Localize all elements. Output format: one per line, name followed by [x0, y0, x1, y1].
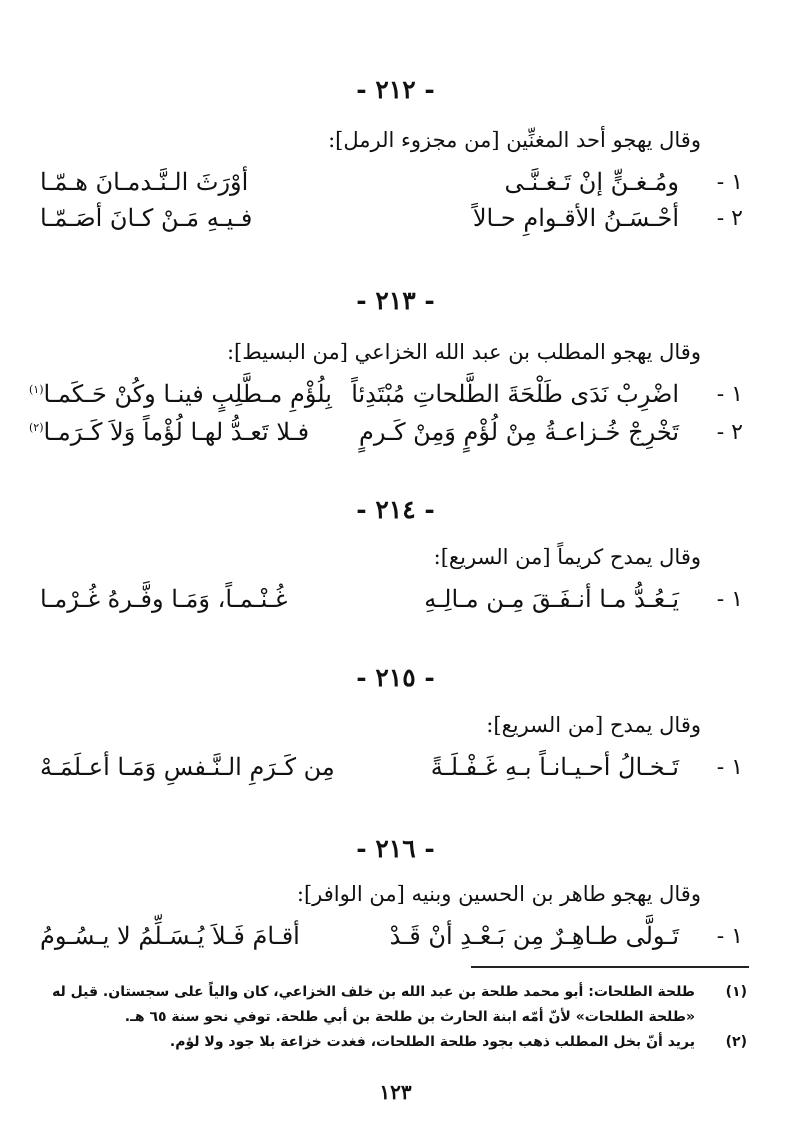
- footnote-text: طلحة الطلحات: أبو محمد طلحة بن عبد الله بن خلف الخزاعي، كان والياً على سجستان. قيل له «طلحة الطلحات» لأنّ أمّه ابنة الحارث بن طلحة بن أبي طلحة. توفي نحو سنة ٦٥ هـ.: [52, 984, 695, 1025]
- first-hemistich: اضْرِبْ نَدَى طَلْحَةَ الطَّلحاتِ مُبْتَدِئاً: [351, 380, 679, 408]
- verse-line: [0, 922, 791, 962]
- verse-line: [0, 380, 791, 420]
- first-hemistich: تَخْرِجْ خُـزاعـةُ مِنْ لُؤْمٍ وَمِنْ كَـرمٍ: [358, 418, 679, 446]
- verse-number: ١ -: [716, 170, 743, 195]
- poem-number: - ٢١٢ -: [356, 75, 435, 104]
- verse-line: [0, 753, 791, 793]
- poem-intro: وقال يهجو المطلب بن عبد الله الخزاعي [من البسيط]:: [226, 340, 701, 364]
- footnote-reference: (١): [29, 383, 44, 396]
- verse-number: ٢ -: [716, 420, 743, 445]
- second-hemistich: [28, 418, 309, 446]
- verse-number: ١ -: [716, 924, 743, 949]
- second-hemistich: أوْرَثَ الـنَّـدمـانَ هـمّـا: [40, 168, 249, 196]
- footnote-label: (٢): [725, 1034, 747, 1050]
- second-hemistich-text: فـلا تَعـدُّ لهـا لُؤْماً وَلاَ كَـرَمـا: [43, 418, 310, 446]
- second-hemistich-text: بِلُؤْمِ مـطَّلِبٍ فينـا وكُنْ حَـكَمـا: [43, 380, 332, 408]
- first-hemistich: تَـولَّى طـاهِـرٌ مِن بَـعْـدِ أنْ قَـدْ: [389, 922, 679, 950]
- poem-number: - ٢١٥ -: [356, 663, 435, 692]
- poem-intro: وقال يهجو طاهر بن الحسين وبنيه [من الوافر]:: [296, 882, 701, 906]
- verse-number: ٢ -: [716, 206, 743, 231]
- verse-line: [0, 585, 791, 625]
- first-hemistich: يَـعُـدُّ مـا أنـفَـقَ مِـن مـالِـهِ: [424, 585, 679, 613]
- verse-number: ١ -: [716, 755, 743, 780]
- first-hemistich: أحْـسَـنُ الأقـوامِ حـالاً: [472, 204, 679, 232]
- poem-intro: وقال يهجو أحد المغنِّين [من مجزوء الرمل]:: [328, 128, 701, 152]
- poem-number: - ٢١٦ -: [356, 834, 435, 863]
- second-hemistich: أقـامَ فَـلاَ يُـسَـلِّمُ لا يـسُـومُ: [40, 922, 300, 950]
- second-hemistich: [28, 380, 332, 408]
- first-hemistich: ومُـغـنٍّ إنْ تَـغـنَّـى: [504, 168, 679, 196]
- footnote-divider: [471, 966, 749, 968]
- footnote: [42, 980, 747, 1030]
- first-hemistich: تَـخـالُ أحـيـانـاً بـهِ غَـفْـلَـةً: [430, 753, 679, 781]
- poem-intro: وقال يمدح [من السريع]:: [486, 713, 701, 737]
- footnote-label: (١): [725, 984, 747, 1000]
- footnote-text: يريد أنّ بخل المطلب ذهب بجود طلحة الطلحات، فغدت خزاعة بلا جود ولا لؤم.: [169, 1034, 695, 1050]
- verse-line: [0, 204, 791, 244]
- second-hemistich: غُـنْـمـاً، وَمَـا وفَّـرهُ غُـرْمـا: [40, 585, 288, 613]
- poem-number: - ٢١٤ -: [356, 495, 435, 524]
- second-hemistich: مِن كَـرَمِ الـنَّـفسِ وَمَـا أعـلَمَـهْ: [40, 753, 335, 781]
- verse-number: ١ -: [716, 382, 743, 407]
- verse-number: ١ -: [716, 587, 743, 612]
- second-hemistich: فـيـهِ مَـنْ كـانَ أصَـمّـا: [40, 204, 253, 232]
- poem-number: - ٢١٣ -: [356, 286, 435, 315]
- poem-intro: وقال يمدح كريماً [من السريع]:: [433, 545, 701, 569]
- footnote: [42, 1030, 747, 1055]
- verse-line: [0, 418, 791, 458]
- verse-line: [0, 168, 791, 208]
- page-number: ١٢٣: [379, 1080, 412, 1104]
- footnote-reference: (٢): [29, 421, 44, 434]
